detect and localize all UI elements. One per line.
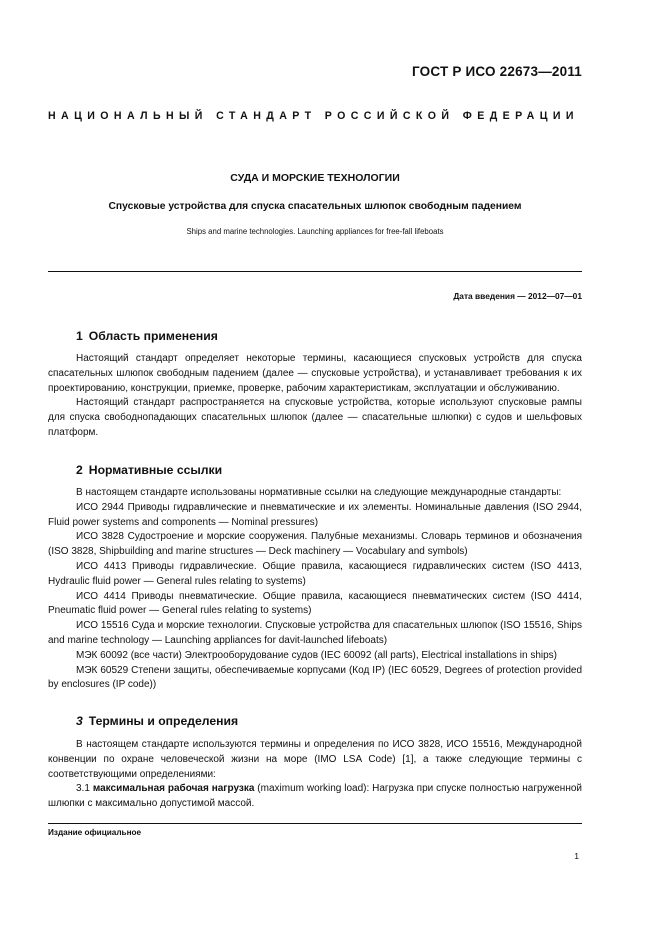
section-1-body xyxy=(48,352,582,441)
section-number: 2 xyxy=(76,463,83,477)
edition-label: Издание официальное xyxy=(48,828,142,837)
paragraph: В настоящем стандарте использованы нормативные ссылки на следующие международные стандарты: xyxy=(76,487,562,498)
paragraph: Настоящий стандарт распространяется на спусковые устройства, которые используют спусковые рампы для спуска свободнопадающих спасательных шлюпок (далее — спасательные шлюпки) с судов и шельфовых платформ. xyxy=(48,397,582,438)
top-divider xyxy=(48,271,582,272)
reference-item: ИСО 2944 Приводы гидравлические и пневматические и их элементы. Номинальные давления (ISO 2944, Fluid power systems and components — Nominal pressures) xyxy=(48,501,582,528)
reference-item: ИСО 4413 Приводы гидравлические. Общие правила, касающиеся гидравлических систем (ISO 4413, Hydraulic fluid power — General rules relating to systems) xyxy=(48,560,582,587)
standard-subtitle: Спусковые устройства для спуска спасательных шлюпок свободным падением xyxy=(108,201,522,212)
paragraph: Настоящий стандарт определяет некоторые термины, касающиеся спусковых устройств для спуска спасательных шлюпок свободным падением (далее — спусковые устройства), и устанавливает требования к их проектированию, конструкции, приемке, проверке, рабочим характеристикам, эксплуатации и обслуживанию. xyxy=(48,353,582,394)
term-name: максимальная рабочая нагрузка xyxy=(92,783,255,795)
section-3-heading xyxy=(76,714,238,728)
term-definition-text: (maximum working load): Нагрузка при спуске полностью нагруженной шлюпки с максимально допустимой массой. xyxy=(48,783,582,810)
standard-english-title: Ships and marine technologies. Launching appliances for free-fall lifeboats xyxy=(186,227,444,236)
reference-item: МЭК 60529 Степени защиты, обеспечиваемые корпусами (Код IP) (IEC 60529, Degrees of protection provided by enclosures (IP code)) xyxy=(48,664,582,691)
introduction-date: Дата введения — 2012—07—01 xyxy=(453,291,582,301)
document-number: ГОСТ Р ИСО 22673—2011 xyxy=(411,64,582,79)
reference-item: ИСО 4414 Приводы пневматические. Общие правила, касающиеся пневматических систем (ISO 4414, Pneumatic fluid power — General rules relating to systems) xyxy=(48,590,582,617)
reference-item: ИСО 3828 Судостроение и морские сооружения. Палубные механизмы. Словарь терминов и обозначения (ISO 3828, Shipbuilding and marine structures — Deck machinery — Vocabulary and symbols) xyxy=(48,531,582,558)
page-number: 1 xyxy=(574,851,579,861)
section-number: 3 xyxy=(76,714,83,728)
section-2-heading xyxy=(76,463,222,477)
section-title: Термины и определения xyxy=(88,714,239,728)
reference-item: ИСО 15516 Суда и морские технологии. Спусковые устройства для спасательных шлюпок (ISO 15516, Ships and marine technology — Launching appliances for davit-launched lifeboats) xyxy=(48,620,582,646)
section-2-body xyxy=(48,486,582,693)
paragraph: В настоящем стандарте используются термины и определения по ИСО 3828, ИСО 15516, Международной конвенции по охране человеческой жизни на море (IMO LSA Code) [1], а также следующие термины с соответствующими определениями: xyxy=(48,739,582,780)
section-3-body xyxy=(48,738,582,812)
section-1-heading xyxy=(76,329,218,343)
section-title: Область применения xyxy=(88,329,218,343)
footer-divider xyxy=(48,823,582,824)
section-number: 1 xyxy=(76,329,83,343)
national-standard-banner: НАЦИОНАЛЬНЫЙ СТАНДАРТ РОССИЙСКОЙ ФЕДЕРАЦИИ xyxy=(48,110,579,122)
standard-title: СУДА И МОРСКИЕ ТЕХНОЛОГИИ xyxy=(230,172,400,184)
term-number: 3.1 xyxy=(76,783,90,795)
term-definition xyxy=(48,782,582,812)
reference-item: МЭК 60092 (все части) Электрооборудование судов (IEC 60092 (all parts), Electrical installations in ships) xyxy=(76,649,558,661)
section-title: Нормативные ссылки xyxy=(88,463,223,477)
